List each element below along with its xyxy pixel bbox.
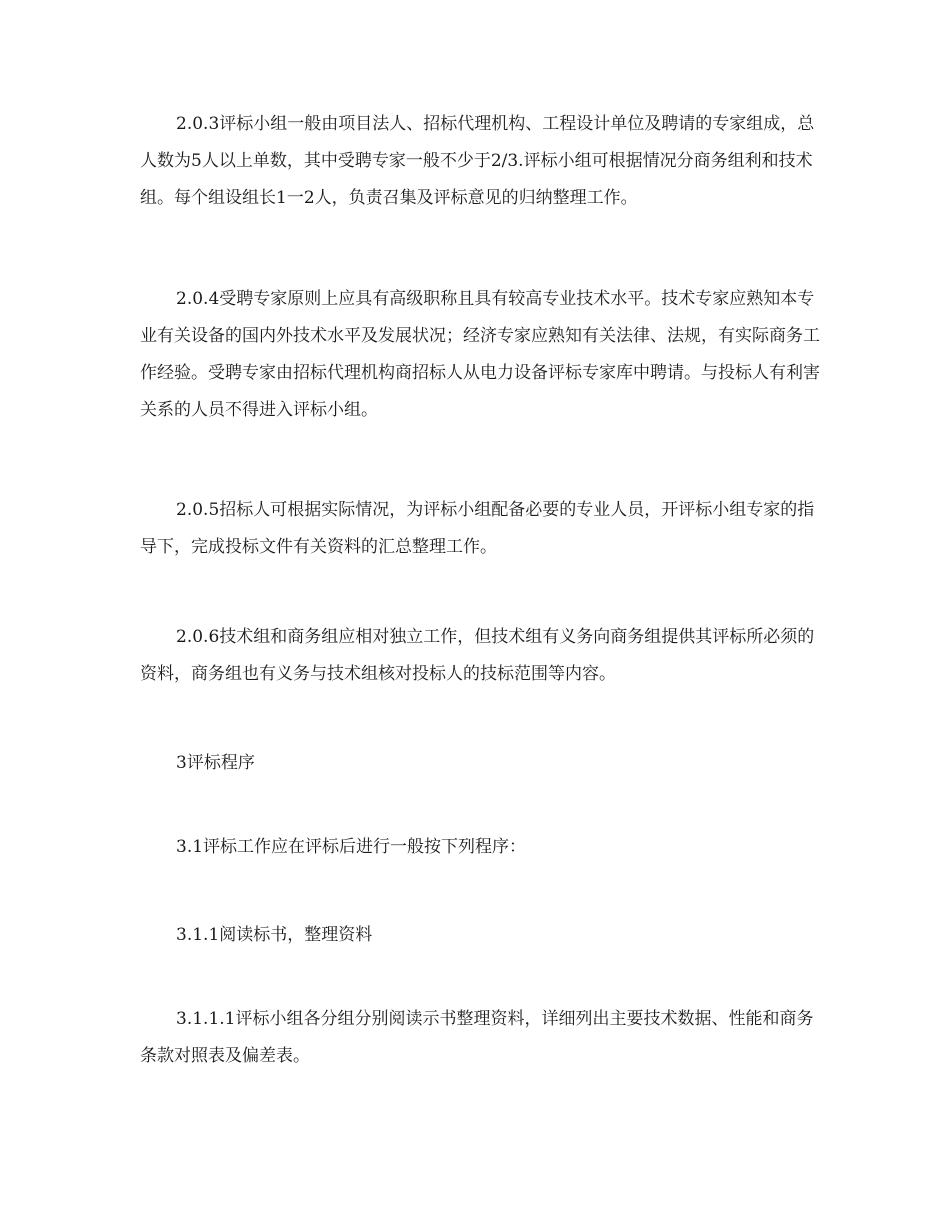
paragraph-3-1: 3.1评标工作应在评标后进行一般按下列程序：: [176, 837, 527, 857]
paragraph-3-1-1-1: 3.1.1.1评标小组各分组分别阅读示书整理资料，详细列出主要技术数据、性能和商务条款对照表及偏差表。: [140, 1009, 814, 1066]
paragraph-3-1-1: 3.1.1阅读标书，整理资料: [176, 925, 373, 945]
paragraph-2-0-4: 2.0.4受聘专家原则上应具有高级职称且具有较高专业技术水平。技术专家应熟知本专业有关设备的国内外技术水平及发展状况；经济专家应熟知有关法律、法规，有实际商务工作经验。受聘专家由招标代理机构商招标人从电力设备评标专家库中聘请。与投标人有利害关系的人员不得进入评标小组。: [140, 289, 820, 420]
paragraph-2-0-6: 2.0.6技术组和商务组应相对独立工作，但技术组有义务向商务组提供其评标所必须的资料，商务组也有义务与技术组核对投标人的技标范围等内容。: [140, 627, 815, 684]
section-heading-3: 3评标程序: [176, 753, 255, 773]
paragraph-2-0-3: 2.0.3评标小组一般由项目法人、招标代理机构、工程设计单位及聘请的专家组成，总人数为5人以上单数，其中受聘专家一般不少于2/3.评标小组可根据情况分商务组利和技术组。每个组设组长1一2人，负责召集及评标意见的归纳整理工作。: [140, 114, 815, 208]
paragraph-2-0-5: 2.0.5招标人可根据实际情况，为评标小组配备必要的专业人员，开评标小组专家的指导下，完成投标文件有关资料的汇总整理工作。: [140, 500, 815, 557]
